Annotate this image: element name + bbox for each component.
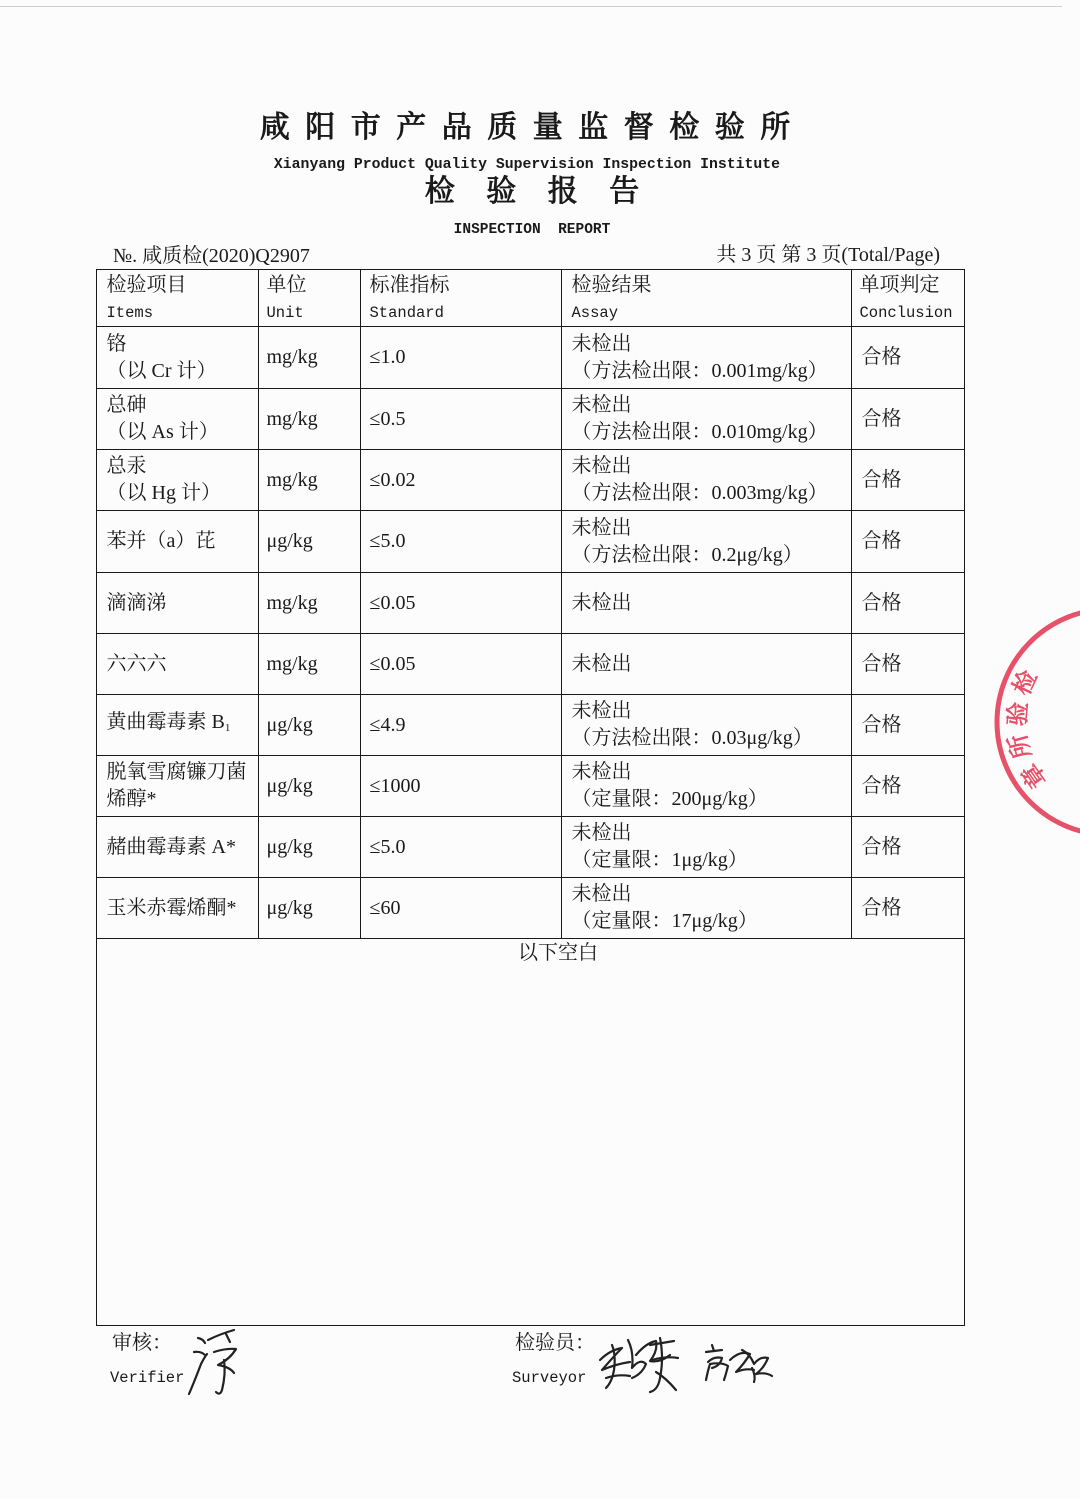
conclusion-value: 合格: [861, 774, 902, 797]
unit-cell: [259, 756, 361, 817]
item-cell: [97, 878, 259, 939]
verifier-label-cn: 审核：: [112, 1332, 172, 1354]
page-info: 共 3 页 第 3 页(Total/Page): [716, 244, 940, 266]
header-label-en: Conclusion: [859, 304, 953, 322]
conclusion-value: 合格: [861, 530, 902, 552]
header-label-cn: 检验结果: [571, 274, 652, 296]
conclusion-cell: [852, 878, 965, 939]
assay-result: 未检出: [571, 822, 632, 844]
conclusion-value: 合格: [861, 713, 902, 736]
report-title-cn: 检 验 报 告: [424, 175, 652, 208]
unit-cell: [259, 695, 361, 756]
unit-cell: [259, 511, 361, 573]
conclusion-value: 合格: [861, 407, 902, 430]
item-name: [107, 590, 259, 617]
item-name: [107, 392, 259, 419]
blank-note: 以下空白: [518, 942, 598, 964]
header-label-en: Items: [106, 304, 154, 322]
surveyor-label-en: Surveyor: [512, 1369, 587, 1387]
item-name-text: 铬: [106, 332, 127, 355]
item-name-text: 苯并（a）芘: [106, 530, 216, 552]
unit-cell: [259, 327, 361, 389]
surveyor-signature-2: [706, 1345, 772, 1382]
item-name: [107, 834, 259, 861]
standard-cell: [361, 450, 562, 511]
conclusion-cell: [852, 450, 965, 511]
item-cell: [97, 327, 259, 389]
assay-detection-limit: （方法检出限：0.03μg/kg）: [571, 727, 813, 749]
standard-value: ≤60: [369, 896, 401, 919]
unit-value: μg/kg: [266, 835, 313, 858]
item-name-text: 总汞: [106, 455, 147, 477]
header-standard-cell: [361, 270, 562, 327]
stamp-char: 检: [1009, 666, 1043, 700]
surveyor-signature-1: [600, 1338, 678, 1392]
stamp-char: 所: [1005, 731, 1037, 761]
unit-value: μg/kg: [266, 896, 313, 919]
header-label-cn: 检验项目: [106, 274, 187, 296]
standard-cell: [361, 878, 562, 939]
item-name: [107, 759, 259, 786]
item-name: [107, 331, 259, 358]
item-name-text: 脱氧雪腐镰刀菌: [106, 761, 247, 783]
header-label-cn: 标准指标: [369, 274, 450, 296]
unit-value: mg/kg: [266, 652, 318, 675]
assay-cell: [562, 695, 852, 756]
assay-cell: [562, 389, 852, 450]
item-cell: [97, 695, 259, 756]
assay-result: 未检出: [571, 516, 632, 539]
assay-cell: [562, 573, 852, 634]
assay-cell: [562, 450, 852, 511]
conclusion-cell: [852, 389, 965, 450]
unit-cell: [259, 817, 361, 878]
conclusion-cell: [852, 573, 965, 634]
conclusion-value: 合格: [861, 835, 902, 858]
item-name-line2: （以 Cr 计）: [106, 359, 217, 382]
conclusion-value: 合格: [861, 896, 902, 919]
unit-value: mg/kg: [266, 468, 318, 491]
standard-value: ≤1000: [369, 774, 421, 797]
header-label-cn: 单位: [266, 274, 307, 296]
unit-cell: [259, 389, 361, 450]
assay-result: 未检出: [571, 591, 632, 614]
unit-cell: [259, 450, 361, 511]
item-name: [107, 709, 259, 742]
unit-value: mg/kg: [266, 346, 318, 368]
item-name-text: 赭曲霉毒素 A*: [106, 835, 236, 858]
unit-value: μg/kg: [266, 713, 313, 736]
conclusion-value: 合格: [861, 591, 902, 614]
header-conclusion-cell: [852, 270, 965, 327]
item-cell: [97, 573, 259, 634]
item-name-line2: 烯醇*: [106, 788, 157, 810]
unit-value: mg/kg: [266, 407, 318, 430]
header-label-en: Standard: [369, 304, 444, 322]
conclusion-cell: [852, 634, 965, 695]
assay-cell: [562, 817, 852, 878]
unit-value: μg/kg: [266, 774, 313, 797]
conclusion-cell: [852, 817, 965, 878]
standard-cell: [361, 634, 562, 695]
stamp-char: 验: [1005, 700, 1033, 728]
item-name: [107, 453, 259, 480]
stamp-char: 章: [1017, 757, 1053, 793]
standard-value: ≤5.0: [369, 835, 406, 858]
unit-cell: [259, 878, 361, 939]
header-label-en: Unit: [266, 304, 304, 322]
item-name-text: 滴滴涕: [106, 591, 167, 614]
item-name-text: 黄曲霉毒素 B: [106, 710, 225, 733]
report-title-en: INSPECTION REPORT: [453, 222, 611, 238]
assay-result: 未检出: [571, 394, 632, 416]
standard-cell: [361, 327, 562, 389]
standard-value: ≤0.05: [369, 591, 416, 614]
header-label-en: Assay: [571, 304, 619, 322]
standard-cell: [361, 511, 562, 573]
header-assay-cell: [562, 270, 852, 327]
item-name: [107, 528, 259, 555]
item-name-text: 六六六: [106, 652, 167, 675]
item-name-text: 玉米赤霉烯酮*: [106, 896, 237, 919]
standard-value: ≤5.0: [369, 530, 406, 552]
conclusion-value: 合格: [861, 468, 902, 491]
assay-detection-limit: （定量限：1μg/kg）: [571, 849, 748, 871]
conclusion-cell: [852, 511, 965, 573]
assay-result: 未检出: [571, 332, 632, 355]
standard-value: ≤0.05: [369, 652, 416, 675]
item-name: [107, 895, 259, 922]
item-subscript: 1: [224, 721, 231, 734]
standard-value: ≤0.02: [369, 468, 416, 491]
standard-cell: [361, 573, 562, 634]
official-stamp: [980, 600, 1080, 840]
item-cell: [97, 817, 259, 878]
assay-result: 未检出: [571, 455, 632, 477]
assay-cell: [562, 878, 852, 939]
header-unit-cell: [259, 270, 361, 327]
item-name-line2: （以 As 计）: [106, 421, 219, 443]
verifier-signature: [189, 1330, 236, 1394]
assay-detection-limit: （方法检出限：0.2μg/kg）: [571, 543, 803, 566]
standard-cell: [361, 817, 562, 878]
standard-value: ≤4.9: [369, 713, 406, 736]
unit-value: μg/kg: [266, 530, 313, 552]
assay-detection-limit: （方法检出限：0.003mg/kg）: [571, 482, 828, 504]
assay-cell: [562, 756, 852, 817]
assay-detection-limit: （方法检出限：0.010mg/kg）: [571, 421, 828, 443]
assay-result: 未检出: [571, 761, 632, 783]
standard-value: ≤1.0: [369, 346, 406, 368]
assay-detection-limit: （定量限：200μg/kg）: [571, 788, 768, 810]
assay-result: 未检出: [571, 700, 632, 722]
header-item-cell: [97, 270, 259, 327]
conclusion-value: 合格: [861, 346, 902, 368]
item-name: [107, 651, 259, 678]
item-cell: [97, 634, 259, 695]
report-number: №. 咸质检(2020)Q2907: [113, 245, 310, 267]
blank-area: [97, 939, 965, 1326]
assay-detection-limit: （定量限：17μg/kg）: [571, 910, 758, 932]
item-name-line2: （以 Hg 计）: [106, 482, 221, 504]
unit-cell: [259, 573, 361, 634]
conclusion-cell: [852, 695, 965, 756]
assay-result: 未检出: [571, 883, 632, 905]
unit-cell: [259, 634, 361, 695]
assay-cell: [562, 327, 852, 389]
conclusion-value: 合格: [861, 652, 902, 675]
institute-name-en: Xianyang Product Quality Supervision Inspection Institute: [273, 157, 781, 173]
item-cell: [97, 756, 259, 817]
header-label-cn: 单项判定: [859, 274, 940, 296]
standard-value: ≤0.5: [369, 407, 406, 430]
item-cell: [97, 450, 259, 511]
item-cell: [97, 389, 259, 450]
verifier-label-en: Verifier: [110, 1369, 185, 1387]
scan-edge: [0, 6, 1062, 7]
assay-result: 未检出: [571, 652, 632, 675]
inspection-results-table: [96, 269, 965, 1326]
conclusion-cell: [852, 327, 965, 389]
institute-name-cn: 咸 阳 市 产 品 质 量 监 督 检 验 所: [259, 111, 795, 144]
assay-cell: [562, 511, 852, 573]
standard-cell: [361, 756, 562, 817]
standard-cell: [361, 695, 562, 756]
item-cell: [97, 511, 259, 573]
assay-cell: [562, 634, 852, 695]
assay-detection-limit: （方法检出限：0.001mg/kg）: [571, 359, 828, 382]
standard-cell: [361, 389, 562, 450]
unit-value: mg/kg: [266, 591, 318, 614]
item-name-text: 总砷: [106, 394, 147, 416]
signatures: [180, 1320, 780, 1405]
surveyor-label-cn: 检验员：: [515, 1332, 595, 1354]
conclusion-cell: [852, 756, 965, 817]
